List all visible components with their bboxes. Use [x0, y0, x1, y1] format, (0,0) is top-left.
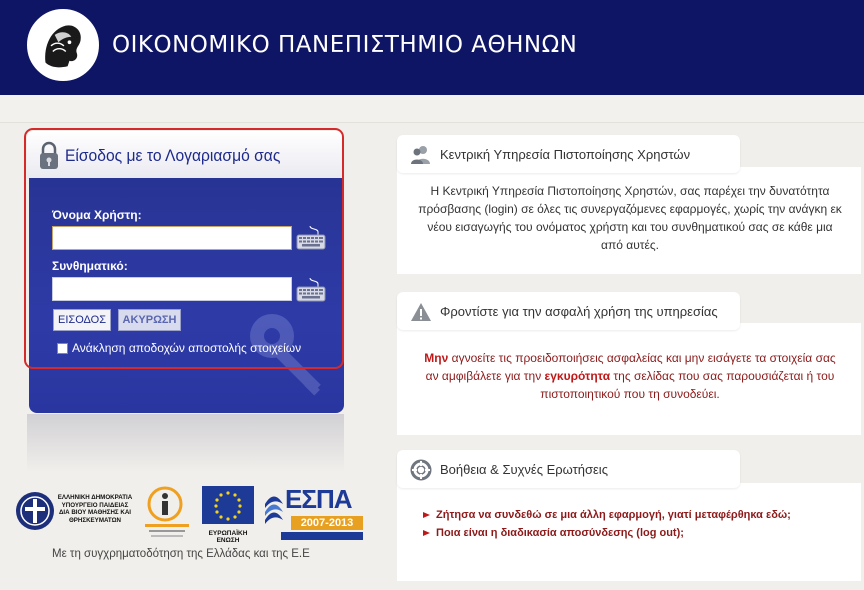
- espa-years: 2007-2013: [291, 516, 363, 530]
- security-info-body: [397, 323, 861, 435]
- auth-info-text: Η Κεντρική Υπηρεσία Πιστοποίησης Χρηστών, σας παρέχει την δυνατότητα πρόσβασης (login) σε όλες τις συνεργαζόμενες εφαρμογές, χωρίς την ανάγκη εκ νέου εισαγωγής του ονόματος χρήστη και του συνθηματικού σας σε κάθε μια από αυτές.: [418, 184, 842, 252]
- eu-text: ΕΥΡΩΠΑΪΚΗ ΕΝΩΣΗ: [208, 530, 248, 544]
- cancel-button[interactable]: ΑΚΥΡΩΣΗ: [118, 309, 181, 331]
- remember-label: Ανάκληση αποδοχών αποστολής στοιχείων: [72, 341, 302, 355]
- info-person-icon: [139, 484, 195, 540]
- faq-link-logout[interactable]: [423, 527, 684, 539]
- university-logo[interactable]: [24, 6, 102, 84]
- security-warning-text: [417, 349, 843, 403]
- faq-link-label: Ζήτησα να συνδεθώ σε μια άλλη εφαρμογή, γιατί μεταφέρθηκα εδώ;: [436, 509, 791, 521]
- cofunding-caption: Με τη συγχρηματοδότηση της Ελλάδας και της Ε.Ε: [52, 548, 310, 560]
- users-icon: [410, 144, 432, 166]
- help-title: Βοήθεια & Συχνές Ερωτήσεις: [440, 462, 608, 477]
- security-warning-strong-1: Μην: [424, 351, 449, 365]
- red-arrow-icon: [423, 529, 431, 537]
- eu-flag-icon: [198, 484, 258, 528]
- auth-info-body: [397, 167, 861, 274]
- digital-program-logo: [139, 484, 195, 540]
- security-warning-part-1: αγνοείτε τις προειδοποιήσεις ασφαλείας και μην εισάγετε τα στοιχεία σας αν αμφιβάλετε για την: [425, 351, 836, 383]
- hermes-head-icon: [27, 9, 99, 81]
- security-warning-strong-2: εγκυρότητα: [544, 369, 611, 383]
- security-info-title: Φροντίστε για την ασφαλή χρήση της υπηρεσίας: [440, 304, 718, 319]
- faq-link-label: Ποια είναι η διαδικασία αποσύνδεσης (log out);: [436, 527, 684, 539]
- site-header: [0, 0, 864, 95]
- site-title: ΟΙΚΟΝΟΜΙΚΟ ΠΑΝΕΠΙΣΤΗΜΙΟ ΑΘΗΝΩΝ: [112, 32, 578, 58]
- login-button[interactable]: ΕΙΣΟΔΟΣ: [53, 309, 111, 331]
- highlight-frame: [24, 128, 344, 369]
- security-info-tab: [397, 292, 740, 330]
- username-label: Όνομα Χρήστη:: [52, 208, 142, 222]
- login-title: Είσοδος με το Λογαριασμό σας: [65, 146, 281, 165]
- warning-triangle-icon: [410, 301, 432, 323]
- ministry-logo: [15, 484, 133, 540]
- help-tab: [397, 450, 740, 488]
- security-warning-part-2: της σελίδας που σας παρουσιάζεται ή του πιστοποιητικού που τη συνοδεύει.: [540, 369, 835, 401]
- ministry-text: ΕΛΛΗΝΙΚΗ ΔΗΜΟΚΡΑΤΙΑ ΥΠΟΥΡΓΕΙΟ ΠΑΙΔΕΙΑΣ ΔΙΑ ΒΙΟΥ ΜΑΘΗΣΗΣ ΚΑΙ ΘΡΗΣΚΕΥΜΑΤΩΝ: [57, 494, 133, 524]
- faq-link-redirect[interactable]: [423, 509, 791, 521]
- eu-logo: [198, 484, 258, 544]
- password-label: Συνθηματικό:: [52, 259, 128, 273]
- auth-info-tab: [397, 135, 740, 173]
- header-subbar: [0, 95, 864, 123]
- espa-title: ΕΣΠΑ: [285, 484, 352, 514]
- lifebuoy-icon: [410, 459, 432, 481]
- panel-reflection: [27, 414, 344, 472]
- auth-info-title: Κεντρική Υπηρεσία Πιστοποίησης Χρηστών: [440, 147, 691, 162]
- espa-logo: [263, 484, 363, 540]
- red-arrow-icon: [423, 511, 431, 519]
